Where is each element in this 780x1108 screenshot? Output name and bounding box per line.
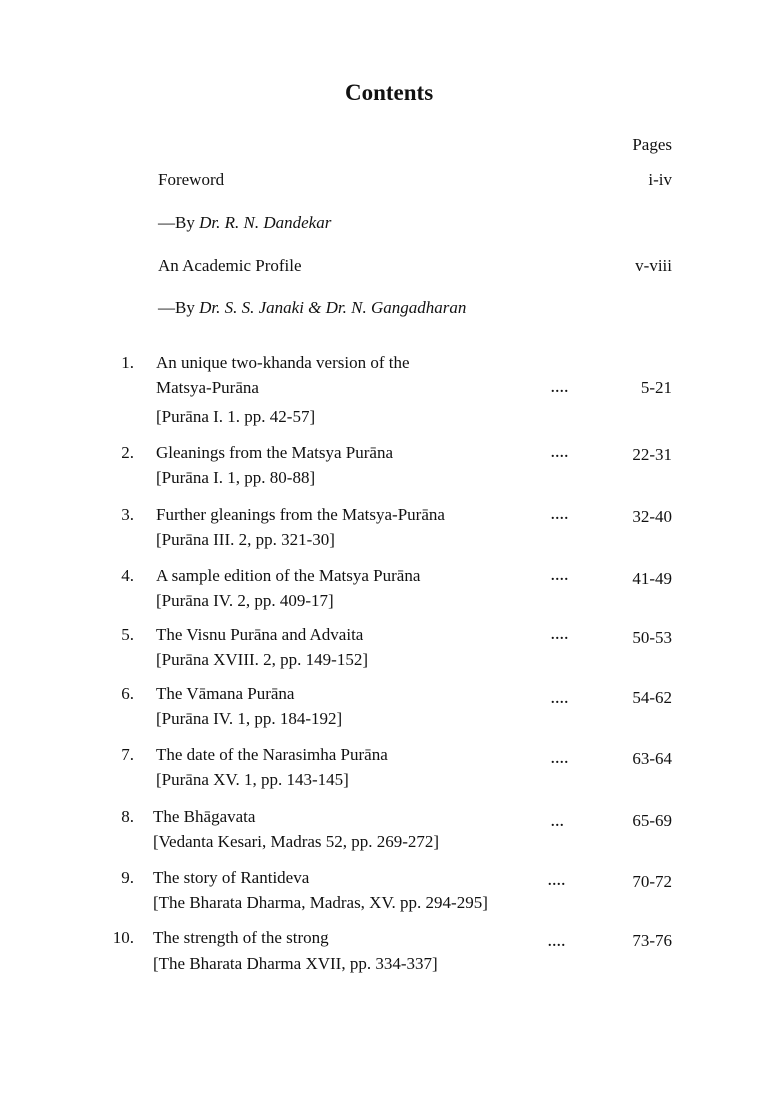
entry-number: 6.	[121, 684, 134, 703]
leader-dots: ...	[551, 815, 565, 830]
entry-number: 2.	[121, 443, 134, 462]
leader-dots: ....	[551, 628, 569, 643]
entry-title-line: The strength of the strong	[153, 928, 329, 947]
foreword-byline	[158, 213, 331, 233]
entry-title-line: The Vāmana Purāna	[156, 684, 295, 703]
entry-number: 10.	[112, 928, 134, 947]
entry-number: 3.	[121, 505, 134, 524]
entry-number: 7.	[121, 745, 134, 764]
entry-title-line: The Visnu Purāna and Advaita	[156, 625, 364, 644]
leader-dots: ....	[551, 381, 569, 396]
entry-source: [Purāna III. 2, pp. 321-30]	[156, 530, 335, 549]
entry-pages: 41-49	[632, 569, 672, 588]
entry-pages: 5-21	[640, 378, 672, 397]
entry-source: [Purāna XVIII. 2, pp. 149-152]	[156, 650, 368, 669]
entry-source: [Purāna I. 1, pp. 80-88]	[156, 468, 316, 487]
leader-dots: ....	[551, 692, 569, 707]
pages-column-header: Pages	[632, 135, 672, 154]
entry-pages: 70-72	[632, 872, 672, 891]
leader-dots: ....	[548, 874, 566, 889]
leader-dots: ....	[548, 935, 566, 950]
entry-source: [Vedanta Kesari, Madras 52, pp. 269-272]	[153, 832, 440, 851]
entry-number: 8.	[121, 807, 134, 826]
foreword-pages: i-iv	[648, 170, 672, 189]
academic-profile-label: An Academic Profile	[158, 256, 302, 275]
entry-pages: 50-53	[632, 628, 672, 647]
leader-dots: ....	[551, 752, 569, 767]
foreword-label: Foreword	[158, 170, 225, 189]
entry-title-line: Gleanings from the Matsya Purāna	[156, 443, 393, 462]
entry-pages: 32-40	[632, 507, 672, 526]
entry-title-line: The date of the Narasimha Purāna	[156, 745, 388, 764]
byline-prefix: —By	[158, 298, 195, 317]
byline-author: Dr. R. N. Dandekar	[199, 213, 332, 232]
entry-title-line: A sample edition of the Matsya Purāna	[156, 566, 421, 585]
leader-dots: ....	[551, 508, 569, 523]
page-title: Contents	[345, 80, 434, 105]
academic-profile-byline	[158, 298, 466, 318]
entry-pages: 65-69	[632, 811, 672, 830]
entry-title-line: The Bhāgavata	[153, 807, 256, 826]
entry-pages: 73-76	[632, 931, 672, 950]
entry-pages: 22-31	[632, 445, 672, 464]
entry-source: [The Bharata Dharma, Madras, XV. pp. 294-295]	[153, 893, 488, 912]
entry-source: [Purāna IV. 2, pp. 409-17]	[156, 591, 334, 610]
entry-source: [Purāna XV. 1, pp. 143-145]	[156, 770, 349, 789]
entry-title-line: Matsya-Purāna	[156, 378, 259, 397]
entry-title-line: Further gleanings from the Matsya-Purāna	[156, 505, 445, 524]
entry-source: [The Bharata Dharma XVII, pp. 334-337]	[153, 954, 438, 973]
entry-number: 5.	[121, 625, 134, 644]
entry-number: 4.	[121, 566, 134, 585]
entry-number: 9.	[121, 868, 134, 887]
entry-source: [Purāna IV. 1, pp. 184-192]	[156, 709, 343, 728]
entry-title-line: An unique two-khanda version of the	[156, 353, 410, 372]
entry-pages: 63-64	[632, 749, 672, 768]
byline-author: Dr. S. S. Janaki & Dr. N. Gangadharan	[199, 298, 467, 317]
leader-dots: ....	[551, 569, 569, 584]
academic-profile-pages: v-viii	[635, 256, 672, 275]
byline-prefix: —By	[158, 213, 195, 232]
entry-number: 1.	[121, 353, 134, 372]
entry-title-line: The story of Rantideva	[153, 868, 310, 887]
entry-pages: 54-62	[632, 688, 672, 707]
leader-dots: ....	[551, 446, 569, 461]
entry-source: [Purāna I. 1. pp. 42-57]	[156, 407, 316, 426]
